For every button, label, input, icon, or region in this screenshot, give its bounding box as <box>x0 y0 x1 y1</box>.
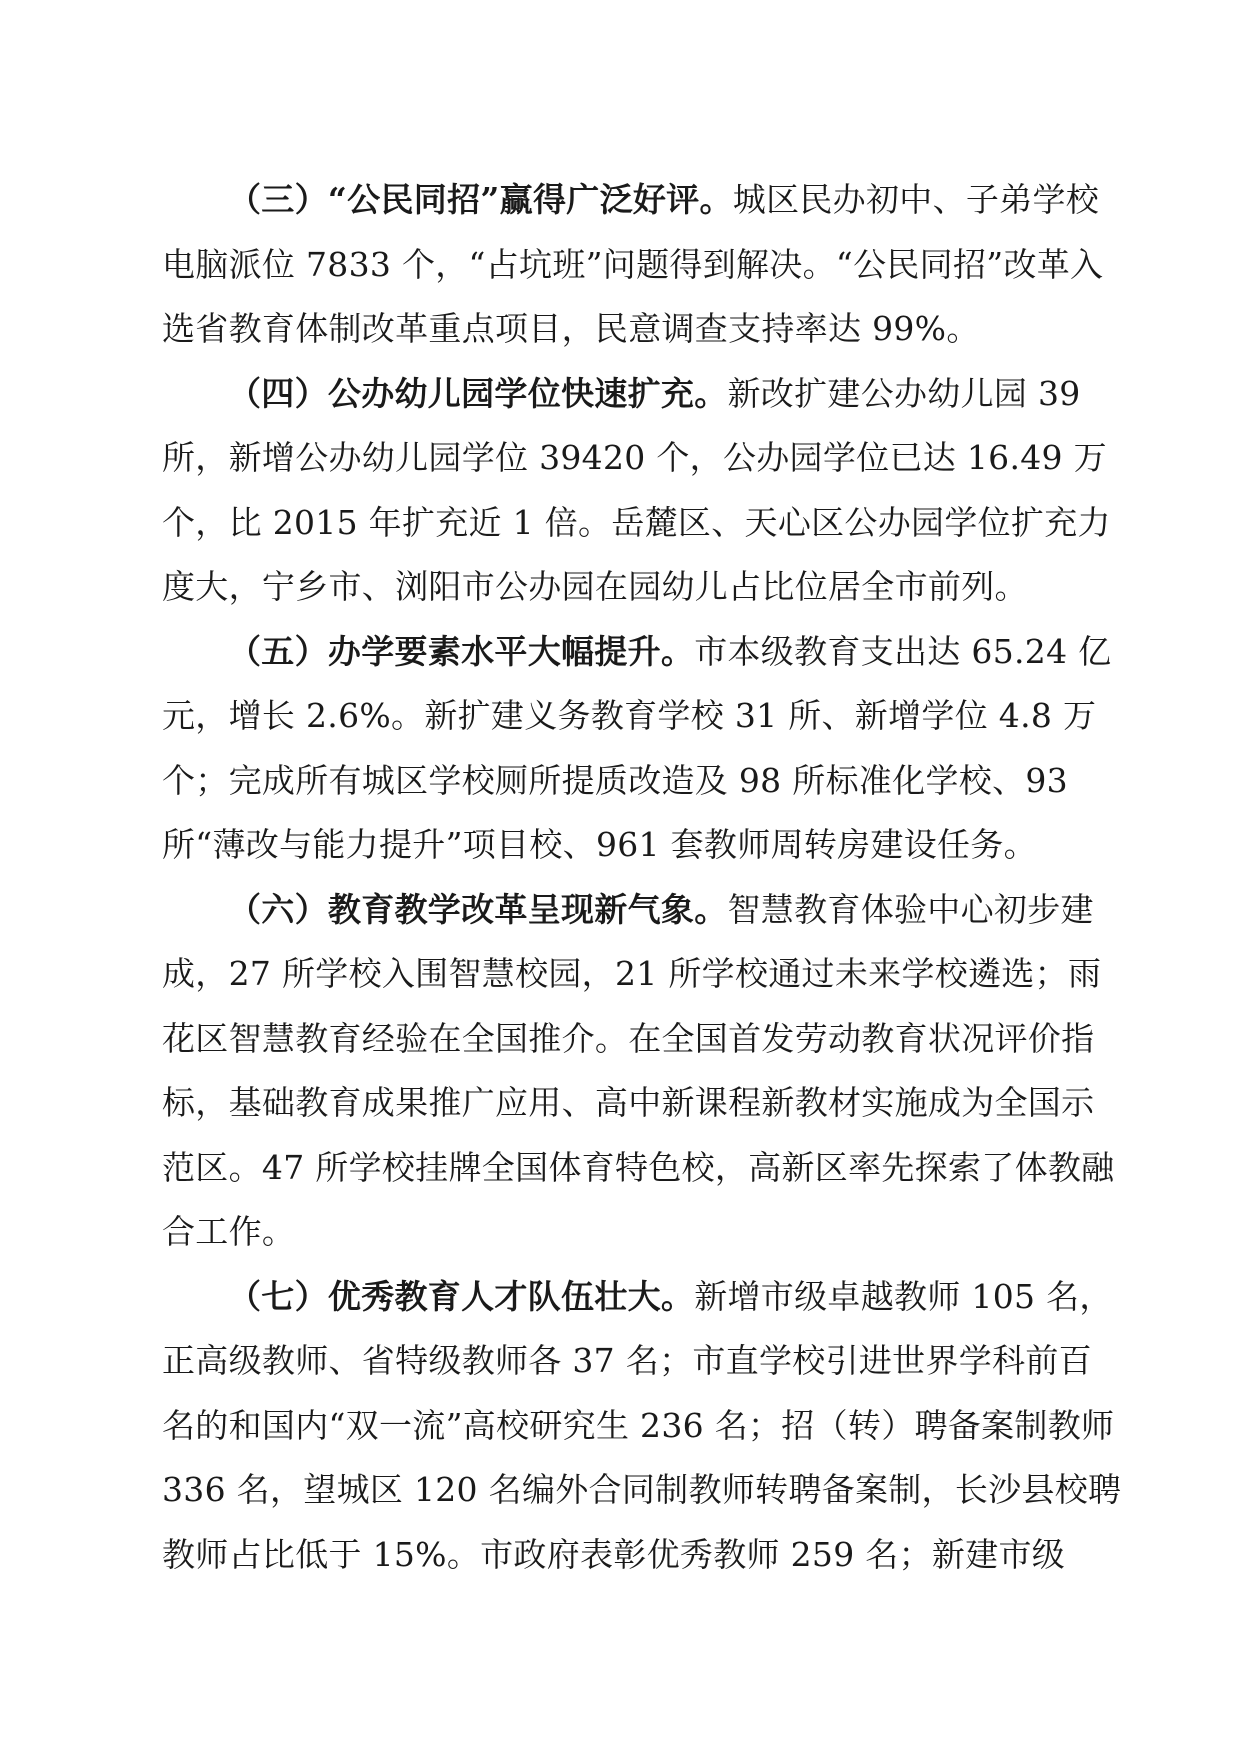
paragraph-heading: （七）优秀教育人才队伍壮大。 <box>228 1276 695 1316</box>
paragraph-heading: （四）公办幼儿园学位快速扩充。 <box>228 373 728 413</box>
paragraph-body: 市本级教育支出达 65.24 亿元，增长 2.6%。新扩建义务教育学校 31 所、新增学位 4.8 万个；完成所有城区学校厕所提质改造及 98 所标准化学校、93 所“薄改与能力提升”项目校、961 套教师周转房建设任务。 <box>162 631 1112 864</box>
paragraph-body: 新增市级卓越教师 105 名，正高级教师、省特级教师各 37 名；市直学校引进世界学科前百名的和国内“双一流”高校研究生 236 名；招（转）聘备案制教师 336 名，望城区 120 名编外合同制教师转聘备案制，长沙县校聘教师占比低于 15%。市政府表彰优秀教师 259 名；新建市级 <box>162 1276 1122 1574</box>
paragraph-4 <box>162 362 1122 620</box>
paragraph-heading: （六）教育教学改革呈现新气象。 <box>228 889 728 929</box>
paragraph-heading: （五）办学要素水平大幅提升。 <box>228 631 695 671</box>
paragraph-3 <box>162 168 1122 362</box>
document-page <box>162 168 1122 1587</box>
paragraph-5 <box>162 620 1122 878</box>
paragraph-body: 新改扩建公办幼儿园 39 所，新增公办幼儿园学位 39420 个，公办园学位已达 16.49 万个，比 2015 年扩充近 1 倍。岳麓区、天心区公办园学位扩充力度大，宁乡市、浏阳市公办园在园幼儿占比位居全市前列。 <box>162 373 1111 606</box>
paragraph-body: 城区民办初中、子弟学校电脑派位 7833 个，“占坑班”问题得到解决。“公民同招”改革入选省教育体制改革重点项目，民意调查支持率达 99%。 <box>162 180 1104 348</box>
paragraph-7 <box>162 1265 1122 1588</box>
paragraph-heading: （三）“公民同招”赢得广泛好评。 <box>228 180 733 219</box>
paragraph-6 <box>162 878 1122 1265</box>
paragraph-body: 智慧教育体验中心初步建成，27 所学校入围智慧校园，21 所学校通过未来学校遴选；雨花区智慧教育经验在全国推介。在全国首发劳动教育状况评价指标，基础教育成果推广应用、高中新课程新教材实施成为全国示范区。47 所学校挂牌全国体育特色校，高新区率先探索了体教融合工作。 <box>162 889 1115 1251</box>
